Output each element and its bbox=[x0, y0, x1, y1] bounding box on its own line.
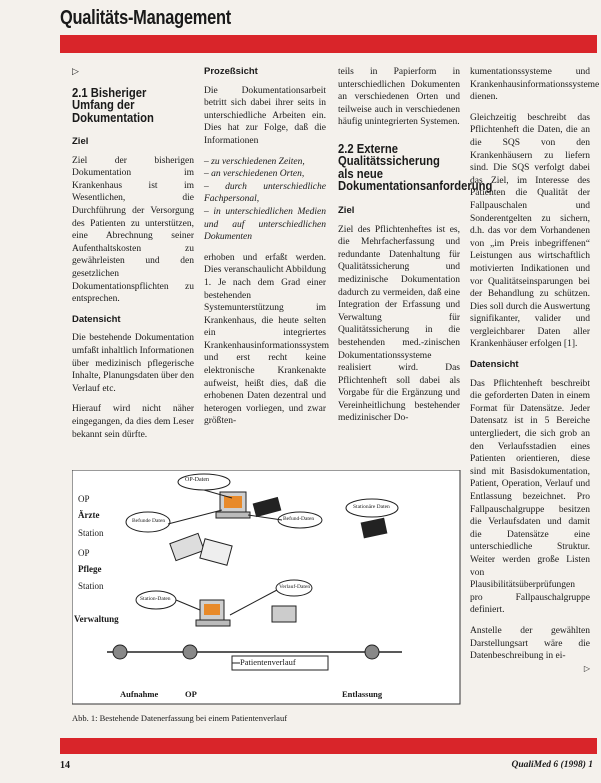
subheading-datensicht: Datensicht bbox=[72, 313, 121, 325]
box-label: Befunde Daten bbox=[132, 518, 166, 524]
subheading-prozesssicht: Prozeßsicht bbox=[204, 66, 258, 77]
row-label: Verwaltung bbox=[74, 614, 119, 624]
paragraph: Gleichzeitig beschreibt das Pflichtenheft die Daten, die an die SQS von den Krankenhäusern zu liefern sind. Die SQS verfolgt dabei das Ziel, im Interesse des Patienten die Qualität der Fallpauschalen und Sonderentgelten zu sichern, d.h. das vor dem Vorhandenen von „im Preis inbegriffenen“ Leistungen aus wirtschaftlich motivierten Indikationen und vor Qualitätseinsparungen bei der Behandlung zu schützen. Dies soll durch die Auswertung signifikanter, valider und vergleichbarer Daten aller Krankenhäuser erfolgen [1]. bbox=[470, 112, 590, 350]
page-number: 14 bbox=[60, 760, 70, 771]
page-title: Qualitäts-Management bbox=[60, 7, 231, 29]
column-3 bbox=[338, 66, 493, 433]
row-label: Pflege bbox=[78, 564, 102, 574]
box-label: Befund-Daten bbox=[283, 516, 315, 522]
paragraph: Anstelle der gewählten Darstellungsart wäre die Datenbeschreibung in ei- bbox=[470, 625, 590, 662]
list-item: – an verschiedenen Orten, bbox=[204, 169, 305, 180]
column-1 bbox=[72, 66, 194, 449]
continue-arrow-icon: ▷ bbox=[72, 67, 79, 77]
paragraph: Die Dokumentationsarbeit betritt sich dabei ihrer seits in unterschiedliche Arbeiten ein. Dies hat zur Folge, daß die Informationen bbox=[204, 85, 326, 146]
continue-arrow-icon: ▷ bbox=[583, 663, 590, 673]
section-heading-2-1: 2.1 Bisheriger Umfang der Dokumentation bbox=[72, 85, 154, 125]
box-label: Stationäre Daten bbox=[353, 504, 390, 510]
list-item: – durch unterschiedliche Fachpersonal, bbox=[204, 181, 326, 205]
paragraph: kumentationssysteme und Krankenhausinformationssysteme dienen. bbox=[470, 67, 600, 103]
subheading-datensicht: Datensicht bbox=[470, 359, 519, 371]
box-label: OP-Daten bbox=[185, 477, 209, 483]
column-2 bbox=[204, 66, 330, 436]
paragraph: teils in Papierform in unterschiedlichen Dokumenten an verschiedenen Orten und teilweise auch in verschiedenen häufig unintegrierten Systemen. bbox=[338, 67, 460, 128]
section-heading-2-2: 2.2 Externe Qualitätssicherung als neue Dokumentationsanforderung bbox=[338, 141, 493, 194]
list-item: – in unterschiedlichen Medien und auf unterschiedlichen Dokumenten bbox=[204, 206, 326, 243]
paragraph: erhoben und erfaßt werden. Dies veranschaulicht Abbildung 1. Je nach dem Grad einer bestehenden Systemunterstützung im Krankenhaus, die heute selten ein integriertes Krankenhausinformationssystem und erst recht keine elektronische Krankenakte aufweist, heißt dies, daß die erhobenen Daten dezentral und heterogen vorliegen, und zwar größten- bbox=[204, 252, 330, 427]
figure-caption: Abb. 1: Bestehende Datenerfassung bei einem Patientenverlauf bbox=[72, 713, 288, 723]
box-label: Station-Daten bbox=[140, 596, 171, 602]
stage-label: Aufnahme bbox=[120, 689, 159, 699]
footer-bar bbox=[60, 738, 597, 754]
row-label: OP bbox=[78, 494, 90, 504]
figure-1 bbox=[72, 470, 512, 706]
figure-illustration bbox=[72, 470, 462, 706]
row-label: Ärzte bbox=[78, 510, 100, 520]
stage-label: Entlassung bbox=[342, 689, 383, 699]
paragraph: Ziel des Pflichtenheftes ist es, die Mehrfacherfassung und redundante Datenhaltung für Qualitätssicherung und medizinische Dokumentation dadurch zu vermeiden, daß eine Integration der Erfassung und Verwaltung für Qualitätssicherung in die bestehenden med.-zinischen Dokumentationssysteme realisiert wird. Das Pflichtenheft soll dabei als Vorgabe für die Ergänzung und Vereinheitlichung bestehender medizinischer Do- bbox=[338, 224, 460, 424]
list-item: – zu verschiedenen Zeiten, bbox=[204, 156, 305, 167]
subheading-ziel: Ziel bbox=[338, 204, 355, 216]
box-label: Verlauf-Daten bbox=[279, 584, 311, 590]
row-label: Station bbox=[78, 528, 104, 538]
paragraph: Die bestehende Dokumentation umfaßt inhaltlich Informationen über medizinisch pflegerische Inhalte, Planungsdaten über den Verlauf etc. bbox=[72, 333, 194, 394]
row-label: Station bbox=[78, 581, 104, 591]
header-bar bbox=[60, 35, 597, 53]
subheading-ziel: Ziel bbox=[72, 136, 89, 148]
paragraph: Ziel der bisherigen Dokumentation im Krankenhaus ist im Wesentlichen, die Durchführung der Versorgung des Patienten zu unterstützen, eine Abrechnung seiner Aufenthaltskosten zu gewährleisten und den gesetzlichen Dokumentationspflichten zu entsprechen. bbox=[72, 155, 194, 305]
paragraph: Das Pflichtenheft beschreibt die geforderten Daten in einem Format für Datensätze. Jeder Datensatz ist in 5 Bereiche untergliedert, die sich grob an den Verlaufsstadien eines Patienten orientieren, diese sind mit Basisdokumentation, Patient, Operation, Verlauf und Entlassung bezeichnet. Pro Fallpauschalgruppe besitzen die Verlaufsdaten und damit die Datensätze eine unterschiedliche Struktur. Weiter werden große Listen von Plausibilitätsüberprüfungen pro Fallpauschalgruppe definiert. bbox=[470, 378, 590, 616]
flow-label: Patientenverlauf bbox=[240, 657, 296, 667]
paragraph: Hierauf wird nicht näher eingegangen, da dies dem Leser bekannt sein dürfte. bbox=[72, 404, 194, 440]
journal-reference: QualiMed 6 (1998) 1 bbox=[511, 760, 593, 770]
stage-label: OP bbox=[185, 689, 197, 699]
row-label: OP bbox=[78, 548, 90, 558]
